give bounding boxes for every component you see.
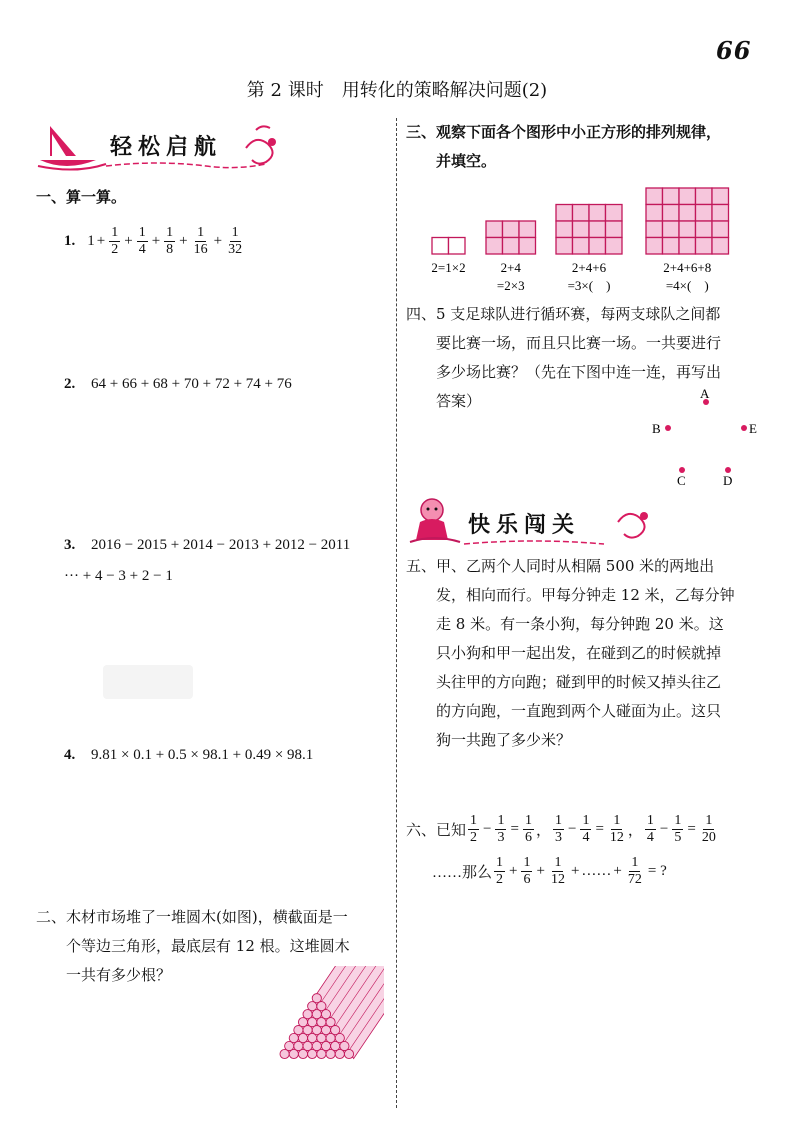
banner-kuaile bbox=[404, 494, 664, 548]
denominator: 16 bbox=[193, 242, 208, 257]
small-square bbox=[589, 205, 606, 222]
plus-sign: + bbox=[613, 863, 622, 879]
figure-caption-equation: =4×( ) bbox=[665, 278, 709, 293]
equals-sign: = bbox=[510, 821, 519, 837]
figure-caption-equation: =2×3 bbox=[496, 278, 525, 293]
small-square bbox=[503, 238, 520, 255]
fraction bbox=[109, 226, 120, 257]
small-square bbox=[646, 238, 663, 255]
plus-sign: + bbox=[124, 233, 133, 249]
page-title: 第 2 课时 用转化的策略解决问题(2) bbox=[246, 80, 548, 101]
expression: 9.81 × 0.1 + 0.5 × 98.1 + 0.49 × 98.1 bbox=[91, 747, 314, 763]
denominator: 3 bbox=[554, 830, 562, 845]
small-square bbox=[503, 221, 520, 238]
small-square bbox=[679, 238, 696, 255]
square-figure-3 bbox=[556, 205, 622, 294]
figure-caption-equation: =3×( ) bbox=[567, 278, 611, 293]
numerator: 1 bbox=[470, 813, 478, 828]
denominator: 3 bbox=[497, 830, 505, 845]
fraction bbox=[580, 814, 591, 845]
q1-item-1 bbox=[64, 226, 246, 257]
text-line: 答案） bbox=[436, 392, 482, 410]
small-square bbox=[486, 221, 503, 238]
expression: 64 + 66 + 68 + 70 + 72 + 74 + 76 bbox=[91, 376, 292, 392]
small-square bbox=[679, 205, 696, 222]
fraction bbox=[549, 856, 567, 887]
denominator: 5 bbox=[674, 830, 682, 845]
text-line: 四、5 支足球队进行循环赛，每两支球队之间都 bbox=[406, 305, 721, 323]
small-square bbox=[646, 205, 663, 222]
small-square bbox=[663, 238, 680, 255]
text-line: 二、木材市场堆了一堆圆木(如图)，横截面是一 bbox=[36, 908, 348, 926]
lead-number: 1 bbox=[87, 233, 95, 249]
fraction bbox=[523, 814, 534, 845]
denominator: 4 bbox=[138, 242, 146, 257]
column-divider bbox=[396, 118, 397, 1108]
square-figure-4 bbox=[646, 188, 729, 293]
small-square bbox=[606, 205, 623, 222]
small-square bbox=[556, 205, 573, 222]
numerator: 1 bbox=[582, 813, 590, 828]
minus-sign: − bbox=[659, 821, 669, 837]
small-square bbox=[589, 238, 606, 255]
figure-caption: 2+4+6 bbox=[571, 260, 607, 275]
small-square bbox=[696, 221, 713, 238]
denominator: 4 bbox=[646, 830, 654, 845]
text-line: 头往甲的方向跑；碰到甲的时候又掉头往乙 bbox=[436, 673, 722, 691]
numerator: 1 bbox=[497, 813, 505, 828]
log-pile-illustration bbox=[272, 966, 384, 1062]
q3-text bbox=[406, 118, 766, 176]
text-line: 一共有多少根？ bbox=[66, 966, 172, 984]
numerator: 1 bbox=[496, 855, 504, 870]
text-line: 的方向跑，一直跑到两个人碰面为止。这只 bbox=[436, 702, 722, 720]
figure-caption: 2=1×2 bbox=[431, 260, 466, 275]
numerator: 1 bbox=[554, 813, 562, 828]
fraction bbox=[192, 226, 210, 257]
minus-sign: − bbox=[567, 821, 577, 837]
comma: ， bbox=[627, 823, 643, 839]
small-square bbox=[646, 221, 663, 238]
q6-tail: = ? bbox=[647, 863, 667, 879]
small-square bbox=[556, 221, 573, 238]
q6-line2-prefix: ……那么 bbox=[432, 865, 493, 881]
numerator: 1 bbox=[631, 855, 639, 870]
comma: ， bbox=[535, 823, 551, 839]
item-label: 2. bbox=[64, 376, 76, 392]
numerator: 1 bbox=[674, 813, 682, 828]
numerator: 1 bbox=[554, 855, 562, 870]
square-pattern-figures bbox=[430, 174, 750, 300]
denominator: 2 bbox=[496, 872, 504, 887]
fraction bbox=[226, 226, 244, 257]
fraction bbox=[494, 856, 505, 887]
fraction bbox=[468, 814, 479, 845]
small-square bbox=[556, 238, 573, 255]
point-b-label: B bbox=[652, 421, 661, 436]
denominator: 32 bbox=[228, 242, 243, 257]
smudge-mark bbox=[103, 665, 193, 699]
equals-sign: = bbox=[595, 821, 604, 837]
plus-sign: + bbox=[570, 863, 580, 879]
item-label: 1. bbox=[64, 233, 76, 249]
text-line: 多少场比赛？（先在下图中连一连，再写出 bbox=[436, 363, 722, 381]
numerator: 1 bbox=[111, 225, 119, 240]
text-line: 狗一共跑了多少米？ bbox=[436, 731, 572, 749]
equals-sign: = bbox=[687, 821, 696, 837]
q1-item-3 bbox=[64, 537, 350, 554]
denominator: 4 bbox=[582, 830, 590, 845]
expression: 2016 − 2015 + 2014 − 2013 + 2012 − 2011 bbox=[91, 537, 351, 553]
small-square bbox=[573, 205, 590, 222]
denominator: 6 bbox=[523, 872, 531, 887]
small-square bbox=[486, 238, 503, 255]
plus-sign: + bbox=[96, 233, 106, 249]
text-line: 并填空。 bbox=[436, 152, 497, 170]
denominator: 12 bbox=[609, 830, 624, 845]
small-square bbox=[589, 221, 606, 238]
item-label: 4. bbox=[64, 747, 76, 763]
small-square bbox=[606, 221, 623, 238]
plus-sign: + bbox=[213, 233, 223, 249]
text-line: 只小狗和甲一起出发，在碰到乙的时候就掉 bbox=[436, 644, 722, 662]
point-e-dot[interactable] bbox=[741, 425, 747, 431]
q1-heading: 一、算一算。 bbox=[36, 188, 127, 206]
fraction bbox=[495, 814, 506, 845]
denominator: 2 bbox=[111, 242, 119, 257]
text-line: 走 8 米。有一条小狗，每分钟跑 20 米。这 bbox=[436, 615, 724, 633]
text-line: 五、甲、乙两个人同时从相隔 500 米的两地出 bbox=[406, 557, 715, 575]
numerator: 1 bbox=[231, 225, 239, 240]
fraction bbox=[626, 856, 644, 887]
q5-text bbox=[406, 552, 768, 755]
small-square bbox=[663, 221, 680, 238]
small-square bbox=[679, 221, 696, 238]
fraction bbox=[645, 814, 656, 845]
small-square bbox=[573, 221, 590, 238]
small-square bbox=[646, 188, 663, 205]
q6-prefix: 六、已知 bbox=[406, 823, 467, 839]
denominator: 2 bbox=[470, 830, 478, 845]
figure-caption: 2+4 bbox=[500, 260, 521, 275]
log-end bbox=[312, 994, 321, 1003]
small-square bbox=[573, 238, 590, 255]
denominator: 72 bbox=[627, 872, 642, 887]
numerator: 1 bbox=[646, 813, 654, 828]
small-square bbox=[519, 221, 536, 238]
point-d-label: D bbox=[723, 473, 733, 488]
small-square bbox=[696, 238, 713, 255]
small-square bbox=[712, 238, 729, 255]
plus-sign: + bbox=[536, 863, 545, 879]
text-line: 发，相向而行。甲每分钟走 12 米，乙每分钟 bbox=[436, 586, 735, 604]
numerator: 1 bbox=[705, 813, 713, 828]
ellipsis: …… bbox=[581, 863, 612, 879]
item-label: 3. bbox=[64, 537, 76, 553]
small-square bbox=[696, 188, 713, 205]
minus-sign: − bbox=[483, 821, 492, 837]
point-e-label: E bbox=[749, 421, 757, 436]
small-square bbox=[712, 205, 729, 222]
denominator: 6 bbox=[524, 830, 532, 845]
page-number: 66 bbox=[716, 36, 752, 65]
small-square bbox=[679, 188, 696, 205]
numerator: 1 bbox=[138, 225, 146, 240]
figure-caption: 2+4+6+8 bbox=[663, 260, 712, 275]
numerator: 1 bbox=[166, 225, 174, 240]
plus-sign: + bbox=[179, 233, 188, 249]
small-square bbox=[712, 221, 729, 238]
denominator: 8 bbox=[166, 242, 174, 257]
denominator: 12 bbox=[550, 872, 565, 887]
small-square bbox=[712, 188, 729, 205]
fraction bbox=[608, 814, 626, 845]
square-figure-2 bbox=[486, 221, 536, 293]
point-a-label: A bbox=[700, 386, 710, 401]
q1-item-2 bbox=[64, 376, 292, 393]
banner-title-right: 快乐闯关 bbox=[468, 512, 581, 538]
fraction bbox=[672, 814, 683, 845]
square-figure-1 bbox=[431, 238, 465, 276]
small-square bbox=[519, 238, 536, 255]
numerator: 1 bbox=[613, 813, 621, 828]
text-line: 要比赛一场，而且只比赛一场。一共要进行 bbox=[436, 334, 722, 352]
point-c-label: C bbox=[677, 473, 686, 488]
numerator: 1 bbox=[197, 225, 205, 240]
banner-title-left: 轻松启航 bbox=[110, 134, 223, 160]
plus-sign: + bbox=[509, 863, 518, 879]
q1-item-4 bbox=[64, 747, 313, 764]
fraction bbox=[553, 814, 564, 845]
text-line: 三、观察下面各个图形中小正方形的排列规律， bbox=[406, 123, 722, 141]
small-square bbox=[606, 238, 623, 255]
text-line: 个等边三角形，最底层有 12 根。这堆圆木 bbox=[66, 937, 350, 955]
point-b-dot[interactable] bbox=[665, 425, 671, 431]
point-diagram bbox=[640, 384, 770, 490]
fraction bbox=[164, 226, 175, 257]
fraction bbox=[700, 814, 718, 845]
q6-line-2 bbox=[432, 856, 669, 887]
numerator: 1 bbox=[523, 855, 531, 870]
small-square bbox=[663, 205, 680, 222]
small-square bbox=[449, 238, 466, 255]
denominator: 20 bbox=[701, 830, 716, 845]
banner-qingsong bbox=[36, 120, 296, 176]
fraction bbox=[137, 226, 148, 257]
numerator: 1 bbox=[524, 813, 532, 828]
small-square bbox=[696, 205, 713, 222]
small-square bbox=[432, 238, 449, 255]
q1-item-3-line-2: ··· + 4 − 3 + 2 − 1 bbox=[64, 568, 173, 584]
fraction bbox=[521, 856, 532, 887]
q6-line-1 bbox=[406, 814, 720, 845]
plus-sign: + bbox=[151, 233, 161, 249]
small-square bbox=[663, 188, 680, 205]
